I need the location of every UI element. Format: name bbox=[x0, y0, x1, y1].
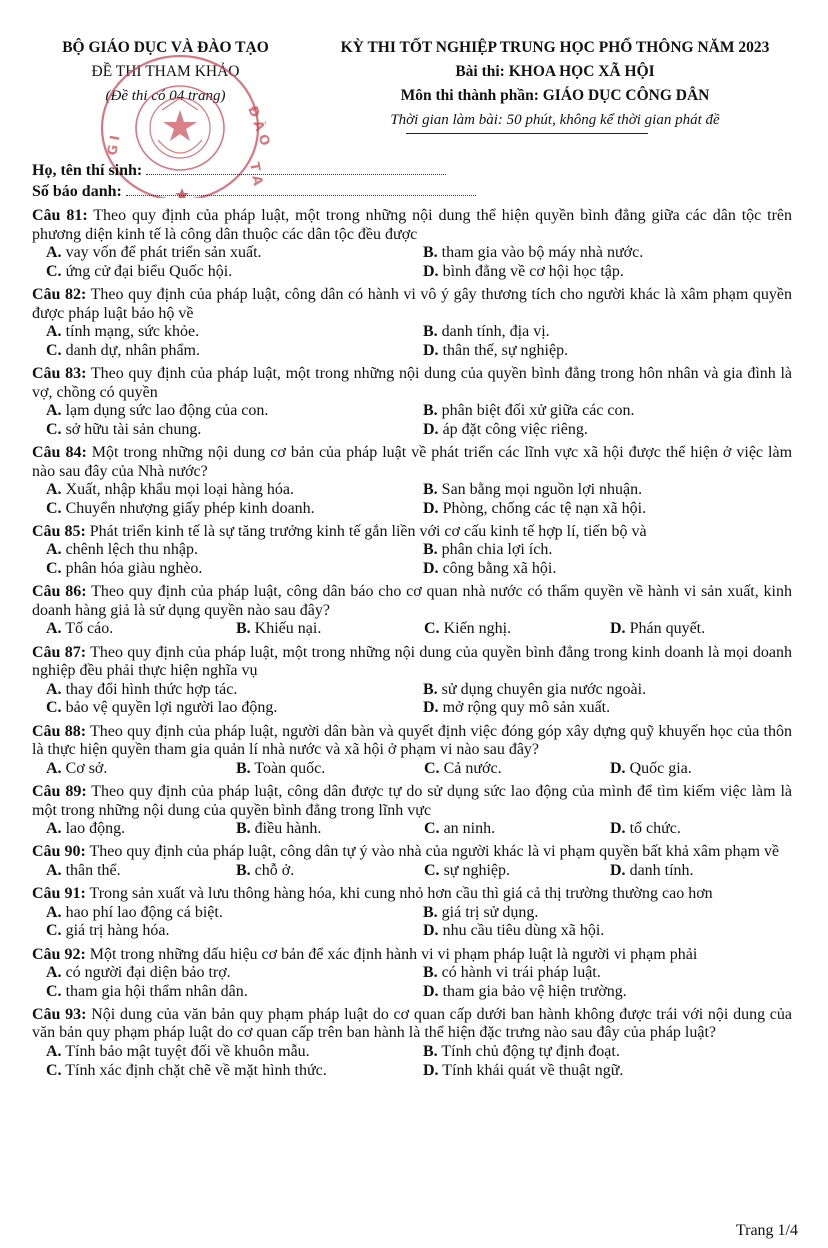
question-number: Câu 92: bbox=[32, 945, 86, 963]
header-left bbox=[28, 36, 303, 108]
answer-option[interactable] bbox=[423, 560, 806, 579]
option-letter: B. bbox=[423, 244, 438, 262]
answer-option[interactable] bbox=[46, 342, 423, 361]
question-stem bbox=[32, 207, 792, 244]
option-letter: C. bbox=[424, 820, 440, 838]
option-letter: B. bbox=[423, 323, 438, 341]
header-rule bbox=[406, 133, 648, 134]
question-text: Một trong những nội dung cơ bản của pháp luật về phát triển các lĩnh vực xã hội được thể hiện ở việc làm nào sau đây của Nhà nước? bbox=[32, 443, 793, 480]
answer-options bbox=[32, 681, 792, 718]
option-text: Tính bảo mật tuyệt đối về khuôn mẫu. bbox=[65, 1043, 310, 1061]
option-letter: C. bbox=[46, 341, 62, 359]
answer-options bbox=[32, 1043, 792, 1080]
option-letter: C. bbox=[46, 420, 62, 438]
option-letter: A. bbox=[46, 402, 62, 420]
answer-option[interactable] bbox=[236, 820, 424, 839]
option-letter: C. bbox=[46, 1061, 62, 1079]
answer-option[interactable] bbox=[46, 983, 423, 1002]
answer-option[interactable] bbox=[46, 560, 423, 579]
question-item bbox=[32, 644, 792, 718]
answer-option[interactable] bbox=[46, 244, 423, 263]
answer-option[interactable] bbox=[423, 481, 806, 500]
answer-option[interactable] bbox=[423, 1062, 806, 1081]
option-letter: C. bbox=[46, 499, 62, 517]
answer-option[interactable] bbox=[423, 342, 806, 361]
option-letter: C. bbox=[46, 699, 62, 717]
answer-option[interactable] bbox=[236, 862, 424, 881]
answer-options bbox=[32, 481, 792, 518]
option-letter: D. bbox=[423, 922, 439, 940]
option-letter: B. bbox=[423, 402, 438, 420]
question-stem bbox=[32, 843, 792, 862]
answer-option[interactable] bbox=[46, 1062, 423, 1081]
question-item bbox=[32, 444, 792, 518]
answer-option[interactable] bbox=[46, 421, 423, 440]
question-text: Một trong những dấu hiệu cơ bản để xác định hành vi vi phạm pháp luật là người vi phạm phải bbox=[89, 945, 698, 963]
option-text: Xuất, nhập khẩu mọi loại hàng hóa. bbox=[65, 481, 294, 499]
candidate-name-label: Họ, tên thí sinh: bbox=[32, 162, 143, 179]
option-text: công bằng xã hội. bbox=[442, 560, 557, 578]
option-letter: C. bbox=[46, 922, 62, 940]
question-item bbox=[32, 1006, 792, 1080]
answer-option[interactable] bbox=[423, 541, 806, 560]
answer-option[interactable] bbox=[424, 760, 610, 779]
option-text: Tính chủ động tự định đoạt. bbox=[441, 1043, 620, 1061]
option-letter: A. bbox=[46, 680, 62, 698]
answer-option[interactable] bbox=[610, 820, 806, 839]
option-letter: A. bbox=[46, 903, 62, 921]
question-stem bbox=[32, 946, 792, 965]
option-letter: A. bbox=[46, 759, 62, 777]
option-letter: C. bbox=[46, 262, 62, 280]
answer-option[interactable] bbox=[424, 820, 610, 839]
question-text: Theo quy định của pháp luật, một trong những nội dung của quyền bình đẳng trong kinh doanh là mọi doanh nghiệp đều phải thực hiện nghĩa vụ bbox=[32, 643, 793, 680]
question-text: Trong sản xuất và lưu thông hàng hóa, khi cung nhỏ hơn cầu thì giá cả thị trường thường cao hơn bbox=[89, 885, 713, 903]
answer-option[interactable] bbox=[46, 323, 423, 342]
option-letter: D. bbox=[423, 1061, 439, 1079]
answer-option[interactable] bbox=[423, 699, 806, 718]
doc-type: ĐỀ THI THAM KHẢO bbox=[91, 63, 240, 80]
option-letter: A. bbox=[46, 620, 62, 638]
answer-option[interactable] bbox=[46, 1043, 423, 1062]
option-letter: D. bbox=[423, 262, 439, 280]
option-text: có hành vi trái pháp luật. bbox=[441, 964, 601, 982]
option-text: Phán quyết. bbox=[629, 620, 706, 638]
option-text: giá trị hàng hóa. bbox=[65, 922, 170, 940]
option-text: sở hữu tài sản chung. bbox=[65, 420, 202, 438]
answer-option[interactable] bbox=[423, 983, 806, 1002]
option-letter: B. bbox=[423, 481, 438, 499]
svg-text:G I: G I bbox=[105, 134, 124, 157]
question-list bbox=[32, 207, 792, 1085]
candidate-number-row bbox=[32, 181, 476, 202]
option-text: tham gia bảo vệ hiện trường. bbox=[442, 982, 627, 1000]
option-text: thân thể. bbox=[65, 861, 121, 879]
ministry-name: BỘ GIÁO DỤC VÀ ĐÀO TẠO bbox=[62, 39, 269, 56]
option-text: hao phí lao động cá biệt. bbox=[65, 903, 223, 921]
option-text: Cả nước. bbox=[443, 759, 502, 777]
question-text: Nội dung của văn bản quy phạm pháp luật do cơ quan cấp dưới ban hành không được trái với nội dung của văn bản quy phạm pháp luật do cơ quan cấp trên ban hành là thể hiện đặc trưng nào sau đây của pháp luật? bbox=[32, 1005, 793, 1042]
answer-option[interactable] bbox=[423, 500, 806, 519]
option-letter: B. bbox=[423, 903, 438, 921]
answer-options bbox=[32, 760, 792, 779]
answer-option[interactable] bbox=[46, 862, 236, 881]
answer-option[interactable] bbox=[423, 323, 806, 342]
svg-text:T A: T A bbox=[246, 161, 265, 187]
option-letter: A. bbox=[46, 541, 62, 559]
option-text: thân thế, sự nghiệp. bbox=[442, 341, 569, 359]
option-text: nhu cầu tiêu dùng xã hội. bbox=[442, 922, 605, 940]
option-text: tham gia vào bộ máy nhà nước. bbox=[441, 244, 644, 262]
svg-text:Đ À O: Đ À O bbox=[244, 104, 273, 148]
candidate-number-field[interactable] bbox=[126, 183, 476, 196]
option-text: mở rộng quy mô sản xuất. bbox=[442, 699, 611, 717]
option-text: Tính khái quát về thuật ngữ. bbox=[442, 1061, 624, 1079]
test-name: Bài thi: KHOA HỌC XÃ HỘI bbox=[455, 63, 655, 80]
option-letter: B. bbox=[236, 620, 251, 638]
option-text: danh tính. bbox=[629, 861, 694, 879]
option-letter: B. bbox=[236, 861, 251, 879]
question-stem bbox=[32, 365, 792, 402]
option-text: tổ chức. bbox=[629, 820, 681, 838]
option-text: Cơ sở. bbox=[65, 759, 108, 777]
question-item bbox=[32, 523, 792, 579]
option-text: danh tính, địa vị. bbox=[441, 323, 550, 341]
answer-options bbox=[32, 244, 792, 281]
option-text: phân chia lợi ích. bbox=[441, 541, 553, 559]
option-text: áp đặt công việc riêng. bbox=[442, 420, 588, 438]
option-text: San bằng mọi nguồn lợi nhuận. bbox=[441, 481, 643, 499]
option-letter: B. bbox=[236, 820, 251, 838]
option-text: thay đổi hình thức hợp tác. bbox=[65, 680, 238, 698]
question-text: Phát triển kinh tế là sự tăng trưởng kinh tế gắn liền với cơ cấu kinh tế hợp lí, tiến bộ và bbox=[89, 522, 647, 540]
answer-option[interactable] bbox=[46, 681, 423, 700]
option-text: Khiếu nại. bbox=[254, 620, 322, 638]
question-stem bbox=[32, 523, 792, 542]
question-number: Câu 82: bbox=[32, 285, 87, 303]
question-number: Câu 91: bbox=[32, 885, 86, 903]
option-text: tính mạng, sức khỏe. bbox=[65, 323, 200, 341]
option-text: sử dụng chuyên gia nước ngoài. bbox=[441, 680, 647, 698]
option-text: sự nghiệp. bbox=[443, 861, 511, 879]
option-letter: D. bbox=[423, 699, 439, 717]
question-item bbox=[32, 946, 792, 1002]
option-letter: D. bbox=[423, 341, 439, 359]
answer-option[interactable] bbox=[610, 620, 806, 639]
answer-options bbox=[32, 862, 792, 881]
option-text: lao động. bbox=[65, 820, 126, 838]
answer-option[interactable] bbox=[423, 964, 806, 983]
answer-option[interactable] bbox=[236, 760, 424, 779]
question-number: Câu 85: bbox=[32, 522, 86, 540]
option-letter: A. bbox=[46, 1043, 62, 1061]
option-letter: A. bbox=[46, 323, 62, 341]
header-right bbox=[300, 36, 810, 132]
question-text: Theo quy định của pháp luật, công dân tự ý vào nhà của người khác là vi phạm quyền bất khả xâm phạm về bbox=[89, 843, 780, 861]
candidate-info bbox=[32, 160, 476, 202]
answer-option[interactable] bbox=[610, 862, 806, 881]
option-letter: A. bbox=[46, 481, 62, 499]
question-number: Câu 93: bbox=[32, 1005, 87, 1023]
question-item bbox=[32, 885, 792, 941]
answer-option[interactable] bbox=[610, 760, 806, 779]
option-letter: A. bbox=[46, 244, 62, 262]
candidate-name-row bbox=[32, 160, 476, 181]
exam-title: KỲ THI TỐT NGHIỆP TRUNG HỌC PHỔ THÔNG NĂM 2023 bbox=[340, 39, 770, 56]
answer-option[interactable] bbox=[423, 922, 806, 941]
answer-option[interactable] bbox=[46, 263, 423, 282]
answer-option[interactable] bbox=[423, 904, 806, 923]
answer-options bbox=[32, 820, 792, 839]
option-letter: C. bbox=[424, 861, 440, 879]
question-text: Theo quy định của pháp luật, công dân được tự do sử dụng sức lao động của mình để tìm kiếm việc làm là một trong những nội dung của quyền bình đẳng trong lĩnh vực bbox=[32, 782, 793, 819]
option-letter: B. bbox=[236, 759, 251, 777]
time-note: Thời gian làm bài: 50 phút, không kể thời gian phát đề bbox=[390, 112, 720, 128]
question-number: Câu 89: bbox=[32, 782, 87, 800]
option-text: Quốc gia. bbox=[629, 759, 692, 777]
question-number: Câu 90: bbox=[32, 843, 86, 861]
answer-option[interactable] bbox=[46, 904, 423, 923]
option-letter: C. bbox=[46, 982, 62, 1000]
answer-options bbox=[32, 541, 792, 578]
answer-option[interactable] bbox=[423, 421, 806, 440]
option-letter: D. bbox=[423, 560, 439, 578]
option-text: phân hóa giàu nghèo. bbox=[65, 560, 203, 578]
option-letter: D. bbox=[610, 861, 626, 879]
subject-name: Môn thi thành phần: GIÁO DỤC CÔNG DÂN bbox=[400, 87, 710, 104]
answer-options bbox=[32, 402, 792, 439]
question-item bbox=[32, 843, 792, 880]
question-stem bbox=[32, 583, 792, 620]
option-text: vay vốn để phát triển sản xuất. bbox=[65, 244, 262, 262]
option-letter: B. bbox=[423, 964, 438, 982]
question-number: Câu 83: bbox=[32, 364, 87, 382]
option-text: Toàn quốc. bbox=[254, 759, 326, 777]
question-item bbox=[32, 365, 792, 439]
option-text: chỗ ở. bbox=[254, 861, 295, 879]
option-letter: D. bbox=[610, 820, 626, 838]
option-text: ứng cử đại biểu Quốc hội. bbox=[65, 262, 233, 280]
answer-options bbox=[32, 620, 792, 639]
question-number: Câu 81: bbox=[32, 207, 88, 224]
answer-option[interactable] bbox=[423, 402, 806, 421]
option-text: phân biệt đối xử giữa các con. bbox=[441, 402, 635, 420]
option-text: an ninh. bbox=[443, 820, 496, 838]
answer-options bbox=[32, 964, 792, 1001]
answer-options bbox=[32, 323, 792, 360]
option-letter: B. bbox=[423, 680, 438, 698]
answer-option[interactable] bbox=[46, 541, 423, 560]
option-text: giá trị sử dụng. bbox=[441, 903, 539, 921]
question-stem bbox=[32, 723, 792, 760]
answer-option[interactable] bbox=[236, 620, 424, 639]
question-item bbox=[32, 723, 792, 779]
question-number: Câu 88: bbox=[32, 722, 87, 740]
question-text: Theo quy định của pháp luật, người dân bàn và quyết định việc đóng góp xây dựng quỹ khuyến học của thôn là thực hiện quyền tham gia quản lí nhà nước và xã hội ở phạm vi nào sau đây? bbox=[32, 722, 793, 759]
answer-option[interactable] bbox=[46, 402, 423, 421]
page-number: Trang 1/4 bbox=[735, 1222, 798, 1239]
answer-option[interactable] bbox=[424, 862, 610, 881]
answer-option[interactable] bbox=[46, 760, 236, 779]
answer-option[interactable] bbox=[423, 263, 806, 282]
question-stem bbox=[32, 885, 792, 904]
pages-note: (Đề thi có 04 trang) bbox=[105, 88, 226, 104]
option-letter: D. bbox=[423, 420, 439, 438]
option-text: điều hành. bbox=[254, 820, 322, 838]
option-text: Chuyển nhượng giấy phép kinh doanh. bbox=[65, 499, 315, 517]
answer-option[interactable] bbox=[46, 922, 423, 941]
question-item bbox=[32, 783, 792, 839]
option-letter: A. bbox=[46, 964, 62, 982]
question-text: Theo quy định của pháp luật, một trong những nội dung của quyền bình đẳng trong hôn nhân và gia đình là vợ, chồng có quyền bbox=[32, 364, 793, 401]
question-text: Theo quy định của pháp luật, công dân báo cho cơ quan nhà nước có thẩm quyền về hành vi sản xuất, kinh doanh hàng giả là sử dụng quyền nào sau đây? bbox=[32, 583, 792, 619]
question-stem bbox=[32, 286, 792, 323]
option-text: bình đẳng về cơ hội học tập. bbox=[442, 262, 624, 280]
question-stem bbox=[32, 1006, 792, 1043]
answer-options bbox=[32, 904, 792, 941]
option-text: danh dự, nhân phẩm. bbox=[65, 341, 200, 359]
option-letter: B. bbox=[423, 541, 438, 559]
option-text: bảo vệ quyền lợi người lao động. bbox=[65, 699, 278, 717]
option-text: lạm dụng sức lao động của con. bbox=[65, 402, 269, 420]
answer-option[interactable] bbox=[46, 699, 423, 718]
option-letter: D. bbox=[610, 759, 626, 777]
option-text: tham gia hội thẩm nhân dân. bbox=[65, 982, 248, 1000]
answer-option[interactable] bbox=[423, 1043, 806, 1062]
option-letter: A. bbox=[46, 820, 62, 838]
option-letter: C. bbox=[46, 560, 62, 578]
candidate-name-field[interactable] bbox=[146, 162, 446, 175]
option-text: Kiến nghị. bbox=[443, 620, 512, 638]
option-text: có người đại diện bảo trợ. bbox=[65, 964, 231, 982]
option-letter: A. bbox=[46, 861, 62, 879]
question-text: Theo quy định của pháp luật, công dân có hành vi vô ý gây thương tích cho người khác là xâm phạm quyền được pháp luật bảo hộ về bbox=[32, 285, 793, 322]
option-letter: D. bbox=[423, 499, 439, 517]
answer-option[interactable] bbox=[46, 481, 423, 500]
question-stem bbox=[32, 444, 792, 481]
answer-option[interactable] bbox=[423, 681, 806, 700]
option-letter: B. bbox=[423, 1043, 438, 1061]
candidate-number-label: Số báo danh: bbox=[32, 183, 122, 200]
answer-option[interactable] bbox=[46, 500, 423, 519]
answer-option[interactable] bbox=[424, 620, 610, 639]
question-item bbox=[32, 583, 792, 639]
option-text: Tính xác định chặt chẽ về mặt hình thức. bbox=[65, 1061, 327, 1079]
question-stem bbox=[32, 783, 792, 820]
answer-option[interactable] bbox=[46, 620, 236, 639]
option-letter: D. bbox=[423, 982, 439, 1000]
question-number: Câu 86: bbox=[32, 583, 87, 601]
answer-option[interactable] bbox=[423, 244, 806, 263]
question-stem bbox=[32, 644, 792, 681]
option-letter: D. bbox=[610, 620, 626, 638]
answer-option[interactable] bbox=[46, 964, 423, 983]
option-text: chênh lệch thu nhập. bbox=[65, 541, 198, 559]
question-number: Câu 87: bbox=[32, 643, 87, 661]
question-text: Theo quy định của pháp luật, một trong những nội dung thể hiện quyền bình đẳng giữa các dân tộc trên phương diện kinh tế là công dân thuộc các dân tộc đều được bbox=[32, 207, 793, 243]
question-number: Câu 84: bbox=[32, 443, 87, 461]
question-item bbox=[32, 207, 792, 281]
answer-option[interactable] bbox=[46, 820, 236, 839]
option-letter: C. bbox=[424, 620, 440, 638]
option-text: Tố cáo. bbox=[65, 620, 114, 638]
option-text: Phòng, chống các tệ nạn xã hội. bbox=[442, 499, 647, 517]
question-item bbox=[32, 286, 792, 360]
option-letter: C. bbox=[424, 759, 440, 777]
